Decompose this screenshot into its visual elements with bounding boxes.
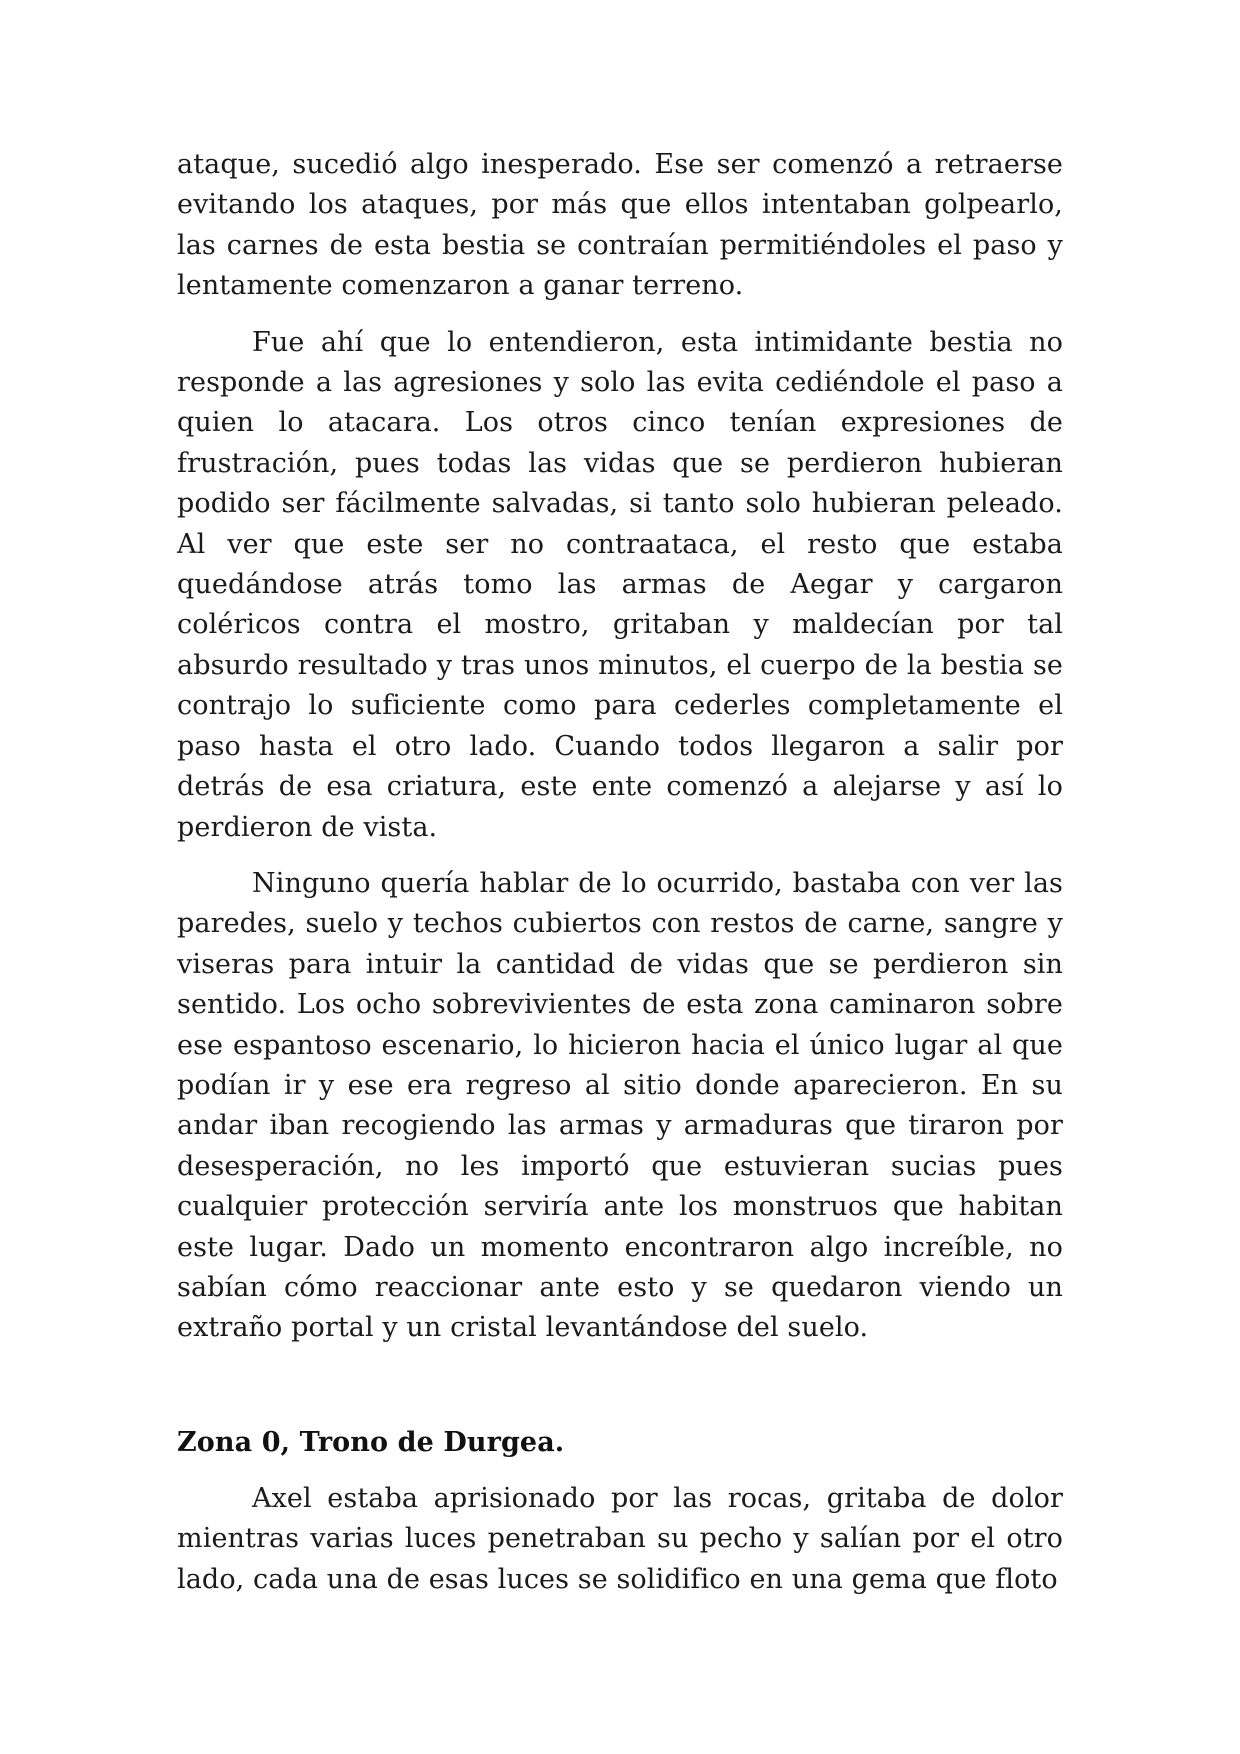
paragraph-2: Fue ahí que lo entendieron, esta intimidante bestia no responde a las agresiones y solo las evita cediéndole el paso a quien lo atacara. Los otros cinco tenían expresiones de frustración, pues todas las vidas que se perdieron hubieran podido ser fácilmente salvadas, si tanto solo hubieran peleado. Al ver que este ser no contraataca, el resto que estaba quedándose atrás tomo las armas de Aegar y cargaron coléricos contra el mostro, gritaban y maldecían por tal absurdo resultado y tras unos minutos, el cuerpo de la bestia se contrajo lo suficiente como para cederles completamente el paso hasta el otro lado. Cuando todos llegaron a salir por detrás de esa criatura, este ente comenzó a alejarse y así lo perdieron de vista. [177,326,1063,843]
section-heading: Zona 0, Trono de Durgea. [177,1426,565,1458]
paragraph-4: Axel estaba aprisionado por las rocas, gritaba de dolor mientras varias luces penetraban su pecho y salían por el otro lado, cada una de esas luces se solidifico en una gema que floto [177,1482,1063,1595]
paragraph-3: Ninguno quería hablar de lo ocurrido, bastaba con ver las paredes, suelo y techos cubiertos con restos de carne, sangre y viseras para intuir la cantidad de vidas que se perdieron sin sentido. Los ocho sobrevivientes de esta zona caminaron sobre ese espantoso escenario, lo hicieron hacia el único lugar al que podían ir y ese era regreso al sitio donde aparecieron. En su andar iban recogiendo las armas y armaduras que tiraron por desesperación, no les importó que estuvieran sucias pues cualquier protección serviría ante los monstruos que habitan este lugar. Dado un momento encontraron algo increíble, no sabían cómo reaccionar ante esto y se quedaron viendo un extraño portal y un cristal levantándose del suelo. [177,867,1063,1344]
page-body [177,145,1063,1616]
paragraph-1: ataque, sucedió algo inesperado. Ese ser comenzó a retraerse evitando los ataques, por más que ellos intentaban golpearlo, las carnes de esta bestia se contraían permitiéndoles el paso y lentamente comenzaron a ganar terreno. [177,149,1063,302]
